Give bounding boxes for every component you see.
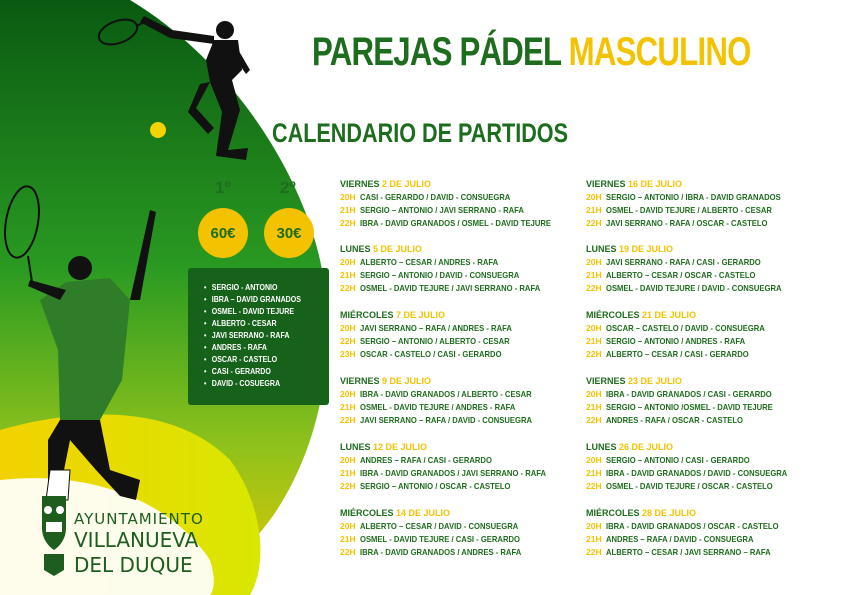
pair-item: • SERGIO - ANTONIO <box>204 282 314 294</box>
pair-item: • DAVID - COSUEGRA <box>204 378 314 390</box>
match-row <box>340 414 580 427</box>
logo-line-3: DEL DUQUE <box>74 553 193 577</box>
match-pairs: IBRA - DAVID GRANADOS / OSCAR - CASTELO <box>606 521 779 531</box>
match-time: 23H <box>340 349 356 359</box>
logo-line-2: VILLANUEVA <box>74 528 199 552</box>
day-block <box>586 375 826 427</box>
match-pairs: OSMEL - DAVID TEJURE / DAVID - CONSUEGRA <box>606 283 782 293</box>
match-pairs: SERGIO – ANTONIO / ALBERTO - CESAR <box>360 336 510 346</box>
match-row <box>586 454 826 467</box>
match-row <box>340 322 580 335</box>
prize-2-amount: 30€ <box>264 208 314 258</box>
match-time: 21H <box>340 402 356 412</box>
day-block <box>586 309 826 361</box>
match-time: 20H <box>340 521 356 531</box>
match-pairs: IBRA - DAVID GRANADOS / OSMEL - DAVID TEJURE <box>360 218 551 228</box>
town-crest-icon <box>34 488 74 578</box>
match-row <box>586 335 826 348</box>
day-header <box>586 441 826 454</box>
pair-item: • CASI - GERARDO <box>204 366 314 378</box>
day-header <box>586 243 826 256</box>
match-time: 22H <box>586 283 602 293</box>
day-name: VIERNES <box>340 376 380 386</box>
match-row <box>340 217 580 230</box>
match-row <box>340 348 580 361</box>
match-time: 22H <box>586 547 602 557</box>
match-pairs: JAVI SERRANO - RAFA / CASI - GERARDO <box>606 257 761 267</box>
match-pairs: ANDRES - RAFA / OSCAR - CASTELO <box>606 415 743 425</box>
day-name: MIÉRCOLES <box>340 508 394 518</box>
match-time: 21H <box>586 205 602 215</box>
day-date: 7 DE JULIO <box>396 310 446 320</box>
match-pairs: ALBERTO – CESAR / ANDRES - RAFA <box>360 257 499 267</box>
match-row <box>340 256 580 269</box>
day-date: 14 DE JULIO <box>396 508 451 518</box>
match-row <box>586 269 826 282</box>
match-time: 21H <box>586 402 602 412</box>
match-row <box>340 467 580 480</box>
match-pairs: IBRA - DAVID GRANADOS / JAVI SERRANO - RAFA <box>360 468 547 478</box>
match-time: 21H <box>340 468 356 478</box>
match-pairs: ANDRES – RAFA / CASI - GERARDO <box>360 455 492 465</box>
title-part-1: PAREJAS PÁDEL <box>312 30 561 74</box>
match-time: 20H <box>586 257 602 267</box>
day-name: LUNES <box>586 442 617 452</box>
day-block <box>340 243 580 295</box>
match-time: 21H <box>586 336 602 346</box>
match-pairs: OSMEL - DAVID TEJURE / ANDRES - RAFA <box>360 402 516 412</box>
day-header <box>340 243 580 256</box>
match-row <box>586 414 826 427</box>
match-time: 22H <box>340 283 356 293</box>
match-pairs: CASI - GERARDO / DAVID - CONSUEGRA <box>360 192 511 202</box>
match-row <box>586 520 826 533</box>
day-name: LUNES <box>340 442 371 452</box>
day-header <box>340 309 580 322</box>
prize-1-amount: 60€ <box>198 208 248 258</box>
match-row <box>586 401 826 414</box>
match-time: 22H <box>340 547 356 557</box>
match-pairs: SERGIO – ANTONIO / JAVI SERRANO - RAFA <box>360 205 524 215</box>
match-pairs: IBRA - DAVID GRANADOS / DAVID - CONSUEGRA <box>606 468 788 478</box>
match-time: 22H <box>586 481 602 491</box>
day-date: 23 DE JULIO <box>628 376 683 386</box>
day-date: 16 DE JULIO <box>628 179 683 189</box>
pair-item: • OSCAR - CASTELO <box>204 354 314 366</box>
match-row <box>340 520 580 533</box>
day-name: MIÉRCOLES <box>340 310 394 320</box>
pair-item: • ALBERTO - CESAR <box>204 318 314 330</box>
match-row <box>340 546 580 559</box>
match-time: 20H <box>586 521 602 531</box>
match-time: 22H <box>586 218 602 228</box>
day-name: LUNES <box>586 244 617 254</box>
prize-1-label: 1º <box>215 178 231 197</box>
match-time: 22H <box>340 336 356 346</box>
match-row <box>586 322 826 335</box>
day-block <box>340 507 580 559</box>
match-pairs: IBRA - DAVID GRANADOS / CASI - GERARDO <box>606 389 772 399</box>
match-row <box>340 454 580 467</box>
match-time: 21H <box>340 534 356 544</box>
match-pairs: SERGIO – ANTONIO / CASI - GERARDO <box>606 455 750 465</box>
day-header <box>586 178 826 191</box>
day-header <box>340 441 580 454</box>
match-pairs: ALBERTO – CESAR / JAVI SERRANO – RAFA <box>606 547 771 557</box>
day-block <box>340 309 580 361</box>
match-pairs: IBRA - DAVID GRANADOS / ALBERTO - CESAR <box>360 389 532 399</box>
day-date: 21 DE JULIO <box>642 310 697 320</box>
match-pairs: JAVI SERRANO - RAFA / OSCAR - CASTELO <box>606 218 768 228</box>
day-name: MIÉRCOLES <box>586 310 640 320</box>
day-header <box>586 309 826 322</box>
match-time: 20H <box>586 192 602 202</box>
match-row <box>586 348 826 361</box>
match-row <box>586 282 826 295</box>
match-time: 20H <box>340 455 356 465</box>
day-block <box>340 178 580 230</box>
day-header <box>340 507 580 520</box>
match-time: 21H <box>586 534 602 544</box>
match-time: 21H <box>586 468 602 478</box>
pairs-list <box>188 268 329 405</box>
match-time: 21H <box>340 270 356 280</box>
match-row <box>586 533 826 546</box>
pair-item: • JAVI SERRANO - RAFA <box>204 330 314 342</box>
match-row <box>586 191 826 204</box>
day-date: 9 DE JULIO <box>382 376 432 386</box>
match-row <box>340 388 580 401</box>
match-pairs: SERGIO – ANTONIO /OSMEL - DAVID TEJURE <box>606 402 773 412</box>
match-row <box>340 282 580 295</box>
match-pairs: OSMEL - DAVID TEJURE / ALBERTO - CESAR <box>606 205 772 215</box>
match-time: 20H <box>340 389 356 399</box>
day-date: 26 DE JULIO <box>619 442 674 452</box>
match-pairs: ANDRES – RAFA / DAVID - CONSUEGRA <box>606 534 754 544</box>
subtitle: CALENDARIO DE PARTIDOS <box>272 118 569 148</box>
match-row <box>340 191 580 204</box>
match-pairs: ALBERTO – CESAR / OSCAR - CASTELO <box>606 270 756 280</box>
day-date: 5 DE JULIO <box>373 244 423 254</box>
match-time: 22H <box>586 415 602 425</box>
day-name: VIERNES <box>586 376 626 386</box>
title-part-2: MASCULINO <box>568 30 751 74</box>
day-block <box>340 441 580 493</box>
day-header <box>340 375 580 388</box>
match-time: 20H <box>586 323 602 333</box>
match-pairs: OSCAR - CASTELO / CASI - GERARDO <box>360 349 502 359</box>
day-name: MIÉRCOLES <box>586 508 640 518</box>
day-block <box>586 178 826 230</box>
match-time: 22H <box>586 349 602 359</box>
day-date: 2 DE JULIO <box>382 179 432 189</box>
logo-line-1: AYUNTAMIENTO <box>74 510 204 528</box>
match-pairs: SERGIO – ANTONIO / OSCAR - CASTELO <box>360 481 511 491</box>
match-row <box>586 204 826 217</box>
match-row <box>340 533 580 546</box>
day-block <box>586 441 826 493</box>
pair-item: • OSMEL - DAVID TEJURE <box>204 306 314 318</box>
match-row <box>340 269 580 282</box>
day-date: 19 DE JULIO <box>619 244 674 254</box>
match-time: 20H <box>586 455 602 465</box>
day-block <box>586 507 826 559</box>
match-time: 20H <box>340 192 356 202</box>
day-header <box>340 178 580 191</box>
match-row <box>340 335 580 348</box>
match-pairs: OSMEL - DAVID TEJURE / OSCAR - CASTELO <box>606 481 773 491</box>
match-time: 21H <box>340 205 356 215</box>
match-time: 22H <box>340 218 356 228</box>
match-row <box>586 217 826 230</box>
match-row <box>340 401 580 414</box>
match-time: 20H <box>586 389 602 399</box>
day-block <box>586 243 826 295</box>
day-header <box>586 507 826 520</box>
match-row <box>586 546 826 559</box>
match-pairs: ALBERTO – CESAR / CASI - GERARDO <box>606 349 749 359</box>
match-pairs: ALBERTO – CESAR / DAVID - CONSUEGRA <box>360 521 519 531</box>
day-name: VIERNES <box>340 179 380 189</box>
match-row <box>586 388 826 401</box>
day-header <box>586 375 826 388</box>
match-time: 20H <box>340 323 356 333</box>
match-time: 21H <box>586 270 602 280</box>
match-time: 22H <box>340 481 356 491</box>
match-row <box>340 204 580 217</box>
day-date: 28 DE JULIO <box>642 508 697 518</box>
match-row <box>586 480 826 493</box>
pair-item: • ANDRES - RAFA <box>204 342 314 354</box>
match-pairs: SERGIO – ANTONIO / DAVID - CONSUEGRA <box>360 270 520 280</box>
match-pairs: OSMEL - DAVID TEJURE / CASI - GERARDO <box>360 534 520 544</box>
match-pairs: OSMEL - DAVID TEJURE / JAVI SERRANO - RAFA <box>360 283 541 293</box>
day-block <box>340 375 580 427</box>
day-name: VIERNES <box>586 179 626 189</box>
match-row <box>340 480 580 493</box>
match-pairs: SERGIO – ANTONIO / IBRA - DAVID GRANADOS <box>606 192 781 202</box>
match-pairs: SERGIO – ANTONIO / ANDRES - RAFA <box>606 336 746 346</box>
match-pairs: JAVI SERRANO – RAFA / DAVID - CONSUEGRA <box>360 415 533 425</box>
prize-2-label: 2º <box>280 178 296 197</box>
match-pairs: JAVI SERRANO – RAFA / ANDRES - RAFA <box>360 323 512 333</box>
ball-icon <box>150 122 166 138</box>
day-date: 12 DE JULIO <box>373 442 428 452</box>
match-time: 22H <box>340 415 356 425</box>
pair-item: • IBRA – DAVID GRANADOS <box>204 294 314 306</box>
match-pairs: IBRA - DAVID GRANADOS / ANDRES - RAFA <box>360 547 522 557</box>
match-row <box>586 467 826 480</box>
main-title <box>312 30 751 74</box>
match-time: 20H <box>340 257 356 267</box>
match-row <box>586 256 826 269</box>
day-name: LUNES <box>340 244 371 254</box>
match-pairs: OSCAR – CASTELO / DAVID - CONSUEGRA <box>606 323 765 333</box>
